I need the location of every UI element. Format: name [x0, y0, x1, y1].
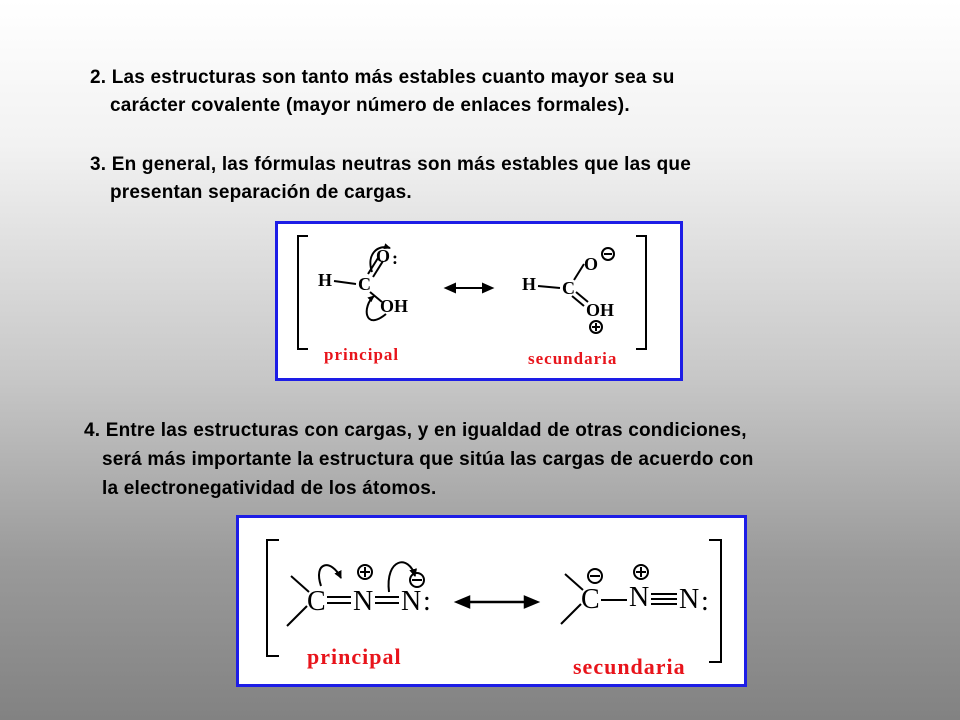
positive-charge-icon [590, 321, 602, 333]
diazo-resonance-diagram [239, 518, 744, 684]
formic-acid-resonance-diagram [278, 224, 680, 378]
atom-h-left: H [318, 270, 333, 290]
resonance-arrow [446, 284, 492, 292]
rule-4-paragraph [84, 416, 754, 503]
rule-3-line-1: 3. En general, las fórmulas neutras son más estables que las que [90, 154, 691, 175]
left-bracket [298, 236, 308, 349]
formic-acid-resonance-figure [275, 221, 683, 381]
bond-substituent-top-left [291, 576, 309, 592]
atom-c-right: C [562, 278, 575, 298]
negative-charge-icon [602, 248, 614, 260]
positive-charge-icon [358, 565, 372, 579]
rule-3-line-2: presentan separación de cargas. [110, 182, 412, 203]
label-secundaria: secundaria [573, 654, 686, 679]
label-principal: principal [307, 644, 402, 669]
rule-4-line-1: 4. Entre las estructuras con cargas, y en igualdad de otras condiciones, [84, 420, 747, 441]
atom-o-top-left: O [376, 246, 391, 266]
rule-2-paragraph [90, 64, 675, 120]
rule-2-line-2: carácter covalente (mayor número de enlaces formales). [110, 95, 630, 116]
atom-oh-right: OH [586, 300, 615, 320]
left-bracket [267, 540, 279, 656]
positive-charge-icon [634, 565, 648, 579]
diazo-resonance-figure [236, 515, 747, 687]
rule-2-line-1: 2. Las estructuras son tanto más estables cuanto mayor sea su [90, 67, 675, 88]
label-secundaria: secundaria [528, 349, 618, 368]
atom-h-right: H [522, 274, 537, 294]
lone-pair-n-left: : [423, 586, 431, 617]
rule-4-line-3: la electronegatividad de los átomos. [102, 478, 437, 499]
lone-pair-n-right: : [701, 586, 709, 617]
atom-n2-left: N [401, 586, 422, 617]
rule-3-paragraph [90, 151, 691, 207]
atom-oh-left: OH [380, 296, 409, 316]
right-bracket [636, 236, 646, 349]
atom-c-left: C [307, 586, 326, 617]
label-principal: principal [324, 345, 400, 364]
rule-4-line-2: será más importante la estructura que sitúa las cargas de acuerdo con [102, 449, 754, 470]
right-bracket [709, 540, 721, 662]
bond-substituent-bottom-right [561, 604, 581, 624]
bond-substituent-bottom-left [287, 606, 307, 626]
atom-c-left: C [358, 274, 371, 294]
atom-o-top-right: O [584, 254, 599, 274]
bond-substituent-top-right [565, 574, 583, 590]
negative-charge-icon [588, 569, 602, 583]
atom-c-right: C [581, 584, 600, 615]
bond-h-c-left [334, 281, 356, 284]
resonance-arrow [457, 597, 537, 607]
lone-pair-o-left: : [392, 248, 398, 268]
negative-charge-icon [410, 573, 424, 587]
curved-arrow-c-n [319, 565, 341, 586]
bond-h-c-right [538, 286, 560, 288]
atom-n2-right: N [679, 584, 700, 615]
atom-n1-right: N [629, 582, 650, 613]
atom-n1-left: N [353, 586, 374, 617]
bond-c-o-right [574, 264, 584, 280]
